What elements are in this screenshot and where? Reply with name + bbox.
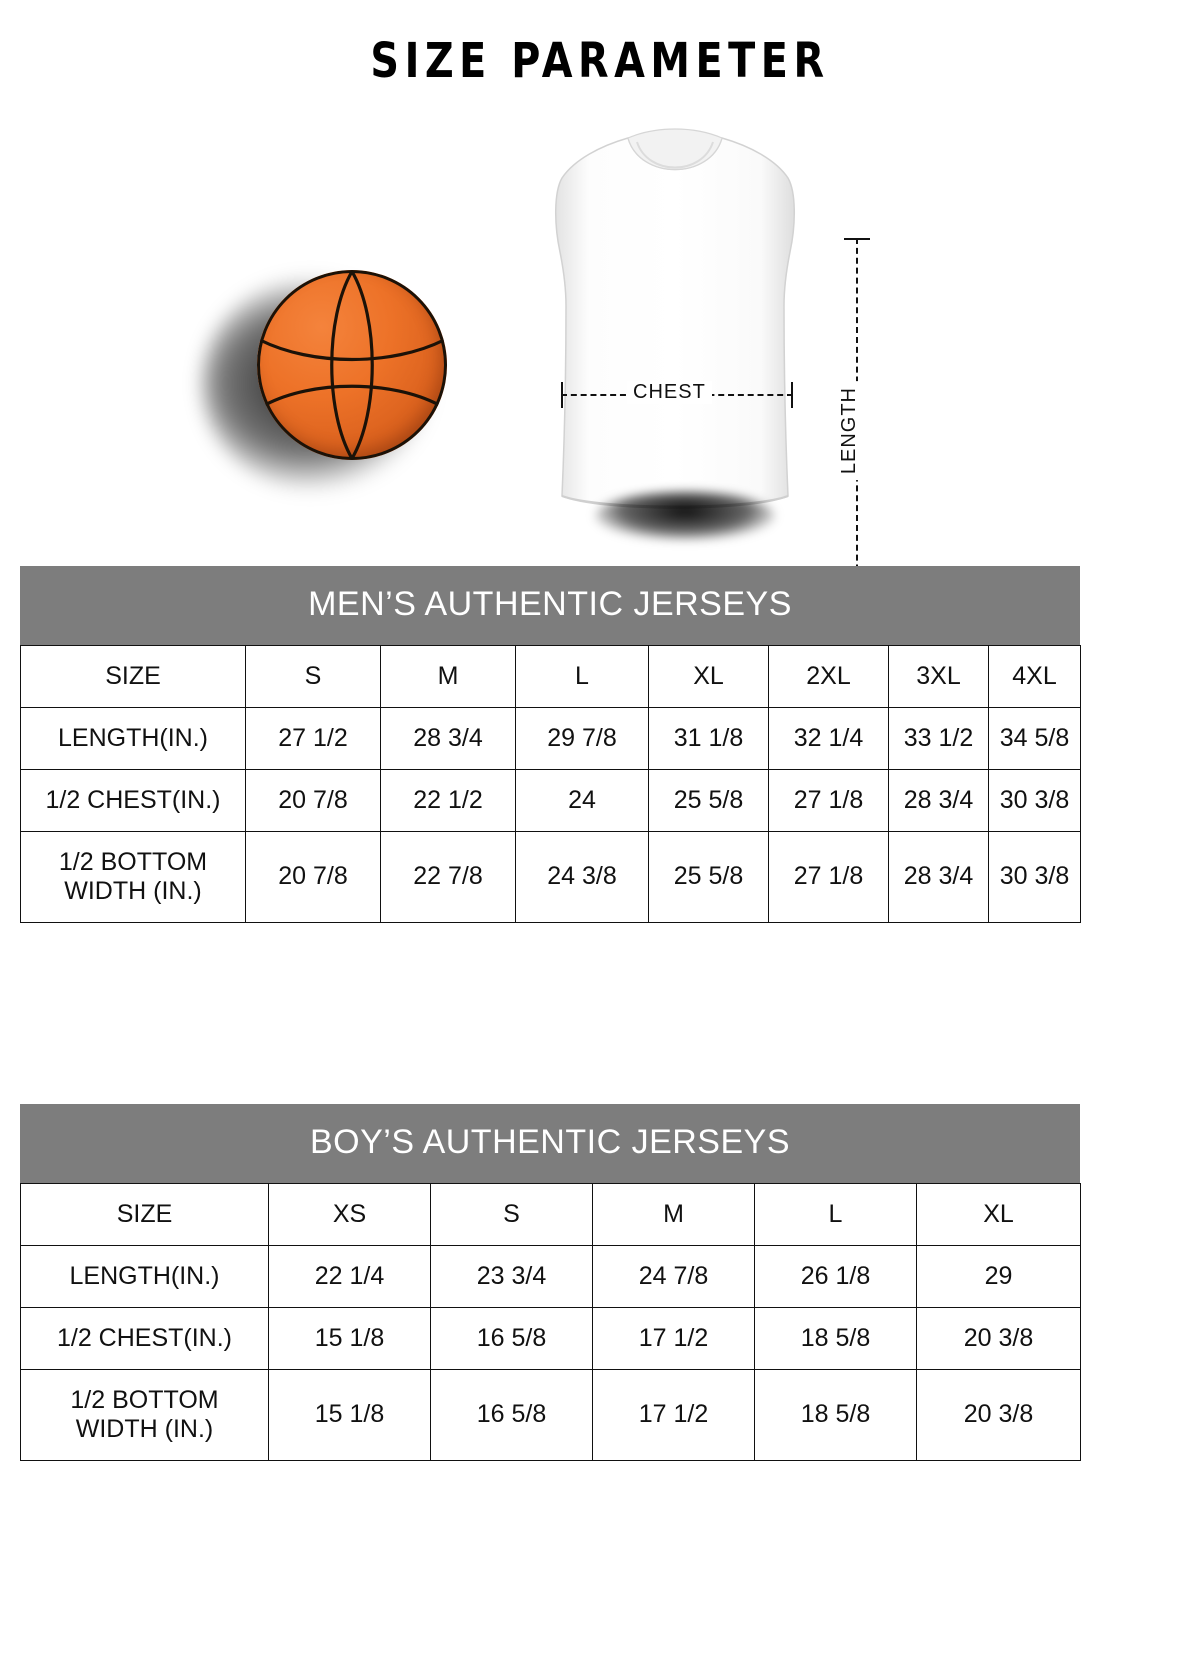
table-cell: 15 1/8 <box>269 1308 431 1370</box>
table-cell: 20 3/8 <box>917 1370 1081 1461</box>
table-cell: 24 7/8 <box>593 1246 755 1308</box>
chest-measure-label: CHEST <box>627 381 712 404</box>
table-cell: 24 <box>516 770 649 832</box>
table-cell: 22 1/4 <box>269 1246 431 1308</box>
table-cell: 27 1/8 <box>769 832 889 923</box>
table-cell: 25 5/8 <box>649 832 769 923</box>
table-cell: 24 3/8 <box>516 832 649 923</box>
table-cell: 23 3/4 <box>431 1246 593 1308</box>
table-cell: 32 1/4 <box>769 708 889 770</box>
column-header-3xl: 3XL <box>889 646 989 708</box>
table-row <box>21 708 1081 770</box>
column-header-s: S <box>431 1184 593 1246</box>
table-cell: 20 3/8 <box>917 1308 1081 1370</box>
row-label: LENGTH(IN.) <box>21 708 246 770</box>
mens-size-table-block <box>20 566 1080 923</box>
table-cell: 17 1/2 <box>593 1370 755 1461</box>
table-cell: 31 1/8 <box>649 708 769 770</box>
table-cell: 30 3/8 <box>989 832 1081 923</box>
row-label: 1/2 CHEST(IN.) <box>21 1308 269 1370</box>
boys-size-table-block <box>20 1104 1080 1461</box>
column-header-xl: XL <box>649 646 769 708</box>
table-cell: 18 5/8 <box>755 1370 917 1461</box>
row-label: LENGTH(IN.) <box>21 1246 269 1308</box>
mens-size-table <box>20 645 1081 923</box>
table-cell: 18 5/8 <box>755 1308 917 1370</box>
column-header-size: SIZE <box>21 646 246 708</box>
column-header-size: SIZE <box>21 1184 269 1246</box>
column-header-xs: XS <box>269 1184 431 1246</box>
table-cell: 25 5/8 <box>649 770 769 832</box>
table-cell: 22 1/2 <box>381 770 516 832</box>
table-cell: 28 3/4 <box>889 770 989 832</box>
row-label: 1/2 BOTTOM WIDTH (IN.) <box>21 832 246 923</box>
page-title: SIZE PARAMETER <box>370 33 830 89</box>
table-row <box>21 832 1081 923</box>
column-header-s: S <box>246 646 381 708</box>
table-cell: 29 7/8 <box>516 708 649 770</box>
basketball-seams-icon <box>257 270 447 460</box>
table-cell: 22 7/8 <box>381 832 516 923</box>
column-header-m: M <box>381 646 516 708</box>
table-cell: 27 1/2 <box>246 708 381 770</box>
column-header-m: M <box>593 1184 755 1246</box>
table-cell: 16 5/8 <box>431 1370 593 1461</box>
table-cell: 20 7/8 <box>246 770 381 832</box>
table-cell: 26 1/8 <box>755 1246 917 1308</box>
column-header-2xl: 2XL <box>769 646 889 708</box>
table-row <box>21 1370 1081 1461</box>
column-header-l: L <box>755 1184 917 1246</box>
table-row <box>21 1308 1081 1370</box>
table-cell: 29 <box>917 1246 1081 1308</box>
basketball-illustration <box>232 270 452 490</box>
row-label: 1/2 BOTTOM WIDTH (IN.) <box>21 1370 269 1461</box>
jersey-icon <box>540 120 810 520</box>
table-cell: 28 3/4 <box>889 832 989 923</box>
basketball-icon <box>257 270 447 460</box>
table-cell: 15 1/8 <box>269 1370 431 1461</box>
table-cell: 20 7/8 <box>246 832 381 923</box>
column-header-xl: XL <box>917 1184 1081 1246</box>
table-row <box>21 770 1081 832</box>
table-header-row <box>21 1184 1081 1246</box>
table-cell: 27 1/8 <box>769 770 889 832</box>
table-cell: 34 5/8 <box>989 708 1081 770</box>
jersey-illustration <box>540 120 810 540</box>
length-measure-label: LENGTH <box>836 381 863 480</box>
boys-size-table <box>20 1183 1081 1461</box>
mens-table-header: MEN’S AUTHENTIC JERSEYS <box>20 566 1080 645</box>
table-header-row <box>21 646 1081 708</box>
table-cell: 16 5/8 <box>431 1308 593 1370</box>
table-cell: 17 1/2 <box>593 1308 755 1370</box>
column-header-4xl: 4XL <box>989 646 1081 708</box>
table-cell: 30 3/8 <box>989 770 1081 832</box>
boys-table-header: BOY’S AUTHENTIC JERSEYS <box>20 1104 1080 1183</box>
table-cell: 33 1/2 <box>889 708 989 770</box>
table-cell: 28 3/4 <box>381 708 516 770</box>
jersey-shadow <box>595 492 775 540</box>
table-row <box>21 1246 1081 1308</box>
row-label: 1/2 CHEST(IN.) <box>21 770 246 832</box>
product-diagram <box>0 110 1200 550</box>
column-header-l: L <box>516 646 649 708</box>
